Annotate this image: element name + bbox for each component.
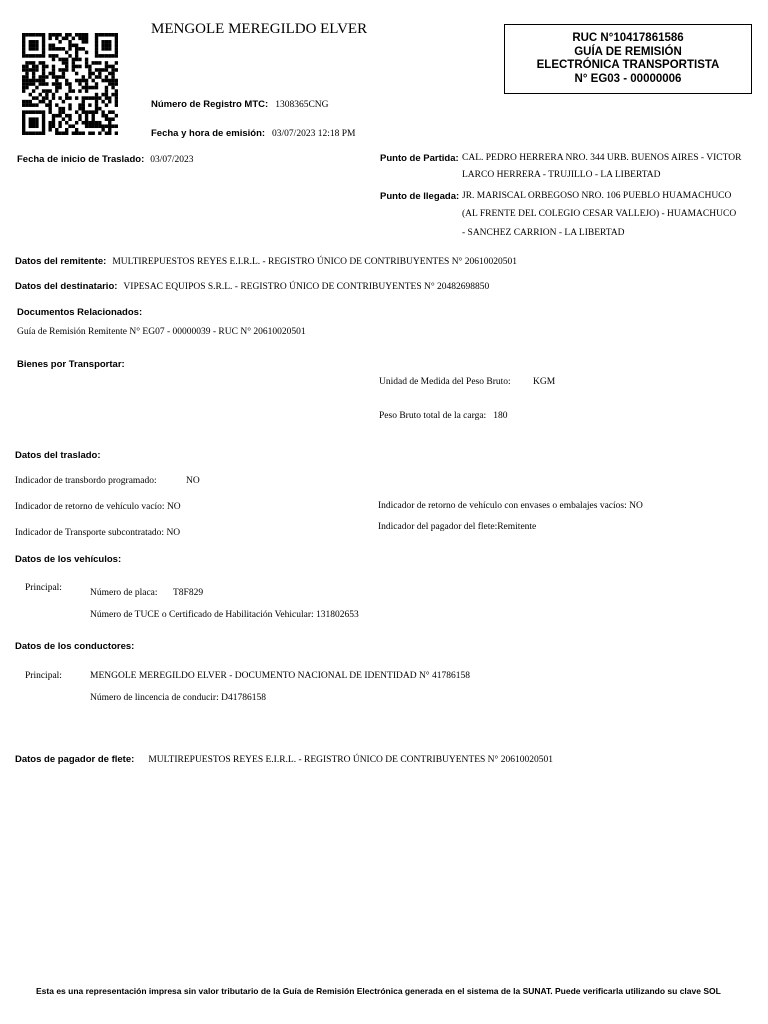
sender-row [15,251,517,269]
emission-row [151,123,355,141]
qr-code-icon [22,33,118,135]
issuer-name: MENGOLE MEREGILDO ELVER [151,21,368,37]
departure-line-1: CAL. PEDRO HERRERA NRO. 344 URB. BUENOS AIRES - VICTOR [462,153,742,163]
plate-label: Número de placa: [90,588,158,598]
arrival-line-1: JR. MARISCAL ORBEGOSO NRO. 106 PUEBLO HUAMACHUCO [462,191,732,201]
document-id-box [504,24,752,94]
freight-payer-row [15,749,553,767]
freight-payer-value: MULTIREPUESTOS REYES E.I.R.L. - REGISTRO ÚNICO DE CONTRIBUYENTES N° 20610020501 [148,755,553,765]
tuce-number: Número de TUCE o Certificado de Habilitación Vehicular: 131802653 [90,610,359,620]
emission-value: 03/07/2023 12:18 PM [272,129,356,139]
subcontracted-indicator: Indicador de Transporte subcontratado: NO [15,528,181,538]
doc-title-line-2: ELECTRÓNICA TRANSPORTISTA [536,59,720,71]
empty-return-indicator: Indicador de retorno de vehículo vacío: NO [15,502,181,512]
arrival-label: Punto de llegada: [380,191,460,202]
departure-label: Punto de Partida: [380,153,459,164]
doc-number: N° EG03 - 00000006 [574,72,682,85]
mtc-label: Número de Registro MTC: [151,99,269,110]
freight-payer-label: Datos de pagador de flete: [15,754,135,765]
goods-heading: Bienes por Transportar: [17,359,125,370]
driver-identity: MENGOLE MEREGILDO ELVER - DOCUMENTO NACIONAL DE IDENTIDAD N° 41786158 [90,671,470,681]
recipient-row [15,276,489,294]
transfer-heading: Datos del traslado: [15,450,101,461]
plate-value: T8F829 [173,588,204,598]
drivers-heading: Datos de los conductores: [15,641,135,652]
departure-line-2: LARCO HERRERA - TRUJILLO - LA LIBERTAD [462,170,661,180]
doc-title-line-1: GUÍA DE REMISIÓN [574,45,682,58]
driver-principal-label: Principal: [25,671,62,681]
vehicles-heading: Datos de los vehículos: [15,554,122,565]
transshipment-label: Indicador de transbordo programado: [15,476,157,486]
sender-label: Datos del remitente: [15,256,107,267]
footer-disclaimer: Esta es una representación impresa sin valor tributario de la Guía de Remisión Electrónica generada en el sistema de la SUNAT. Puede verificarla utilizando su clave SOL [36,986,721,996]
gross-weight-row [379,405,507,423]
transfer-start-value: 03/07/2023 [150,155,194,165]
weight-unit-value: KGM [533,377,556,387]
related-docs-heading: Documentos Relacionados: [17,307,143,318]
emission-label: Fecha y hora de emisión: [151,128,266,139]
driver-license: Número de lincencia de conducir: D41786158 [90,693,266,703]
mtc-value: 1308365CNG [275,100,329,110]
arrival-line-2: (AL FRENTE DEL COLEGIO CESAR VALLEJO) - HUAMACHUCO [462,209,737,219]
vehicle-principal-label: Principal: [25,583,62,593]
mtc-row [151,94,329,112]
arrival-line-3: - SANCHEZ CARRION - LA LIBERTAD [462,228,625,238]
weight-unit-label: Unidad de Medida del Peso Bruto: [379,377,511,387]
transfer-start-row [17,149,194,167]
recipient-label: Datos del destinatario: [15,281,118,292]
recipient-value: VIPESAC EQUIPOS S.R.L. - REGISTRO ÚNICO DE CONTRIBUYENTES N° 20482698850 [123,282,490,292]
gross-weight-label: Peso Bruto total de la carga: [379,411,487,421]
gross-weight-value: 180 [493,411,508,421]
transshipment-value: NO [186,476,200,486]
issuer-ruc: RUC N°10417861586 [572,32,684,44]
return-packaging-indicator: Indicador de retorno de vehículo con envases o embalajes vacíos: NO [378,501,643,511]
transfer-start-label: Fecha de inicio de Traslado: [17,154,145,165]
sender-value: MULTIREPUESTOS REYES E.I.R.L. - REGISTRO ÚNICO DE CONTRIBUYENTES N° 20610020501 [112,257,517,267]
freight-payer-indicator: Indicador del pagador del flete:Remitente [378,522,537,532]
related-doc-item: Guía de Remisión Remitente N° EG07 - 00000039 - RUC N° 20610020501 [17,327,306,337]
